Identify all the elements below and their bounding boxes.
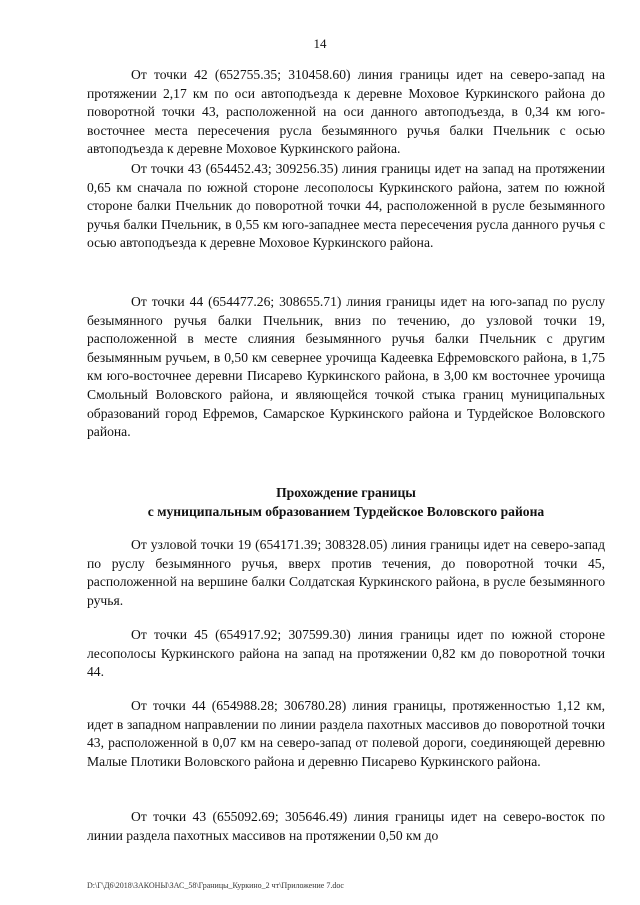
paragraph-6: От точки 44 (654988.28; 306780.28) линия границы, протяженностью 1,12 км, идет в западном направлении по линии раздела пахотных массивов до поворотной точки 43, расположенной в 0,07 км на северо-запад от полевой дороги, соединяющей деревню Малые Плотики Воловского района и деревню Писарево Куркинского района. <box>87 698 605 769</box>
page-number: 14 <box>313 36 327 51</box>
paragraph-5: От точки 45 (654917.92; 307599.30) линия границы идет по южной стороне лесополосы Куркинского района на запад на протяжении 0,82 км до поворотной точки 44. <box>87 627 605 680</box>
paragraph-7: От точки 43 (655092.69; 305646.49) линия границы идет на северо-восток по линии раздела пахотных массивов на протяжении 0,50 км до <box>87 809 605 843</box>
paragraph-4: От узловой точки 19 (654171.39; 308328.05) линия границы идет на северо-запад по руслу безымянного ручья, вверх против течения, до поворотной точки 45, расположенной на вершине балки Солдатская Куркинского района, в русле безымянного ручья. <box>87 537 605 608</box>
paragraph-2: От точки 43 (654452.43; 309256.35) линия границы идет на запад на протяжении 0,65 км сначала по южной стороне лесополосы Куркинского района, затем по южной стороне балки Пчельник до поворотной точки 44, расположенной в русле безымянного ручья балки Пчельник, в 0,55 км юго-западнее места пересечения русла данного ручья с осью автоподъезда к деревне Моховое Куркинского района. <box>87 161 605 251</box>
section-heading-line-1: Прохождение границы <box>276 485 416 500</box>
paragraph-1: От точки 42 (652755.35; 310458.60) линия границы идет на северо-запад на протяжении 2,17 км по оси автоподъезда к деревне Моховое Куркинского района до поворотной точки 43, расположенной на оси данного автоподъезда, в 0,34 км юго-восточнее места пересечения русла безымянного ручья балки Пчельник с осью автоподъезда к деревне Моховое Куркинского района. <box>87 67 605 157</box>
file-path-footer: D:\Г\Д6\2018\ЗАКОНЫ\ЗАС_58\Границы_Куркино_2 чт\Приложение 7.doc <box>87 881 344 890</box>
section-heading-line-2: с муниципальным образованием Турдейское Воловского района <box>147 504 545 519</box>
paragraph-3: От точки 44 (654477.26; 308655.71) линия границы идет на юго-запад по руслу безымянного ручья балки Пчельник, вниз по течению, до узловой точки 19, расположенной в месте слияния безымянного ручья балки Пчельник с другим безымянным ручьем, в 0,50 км севернее урочища Кадеевка Ефремовского района, в 1,75 км юго-восточнее деревни Писарево Куркинского района, в 3,00 км восточнее урочища Смольный Воловского района, и являющейся точкой стыка границ муниципальных образований город Ефремов, Самарское Куркинского района и Турдейское Воловского района. <box>87 294 605 440</box>
